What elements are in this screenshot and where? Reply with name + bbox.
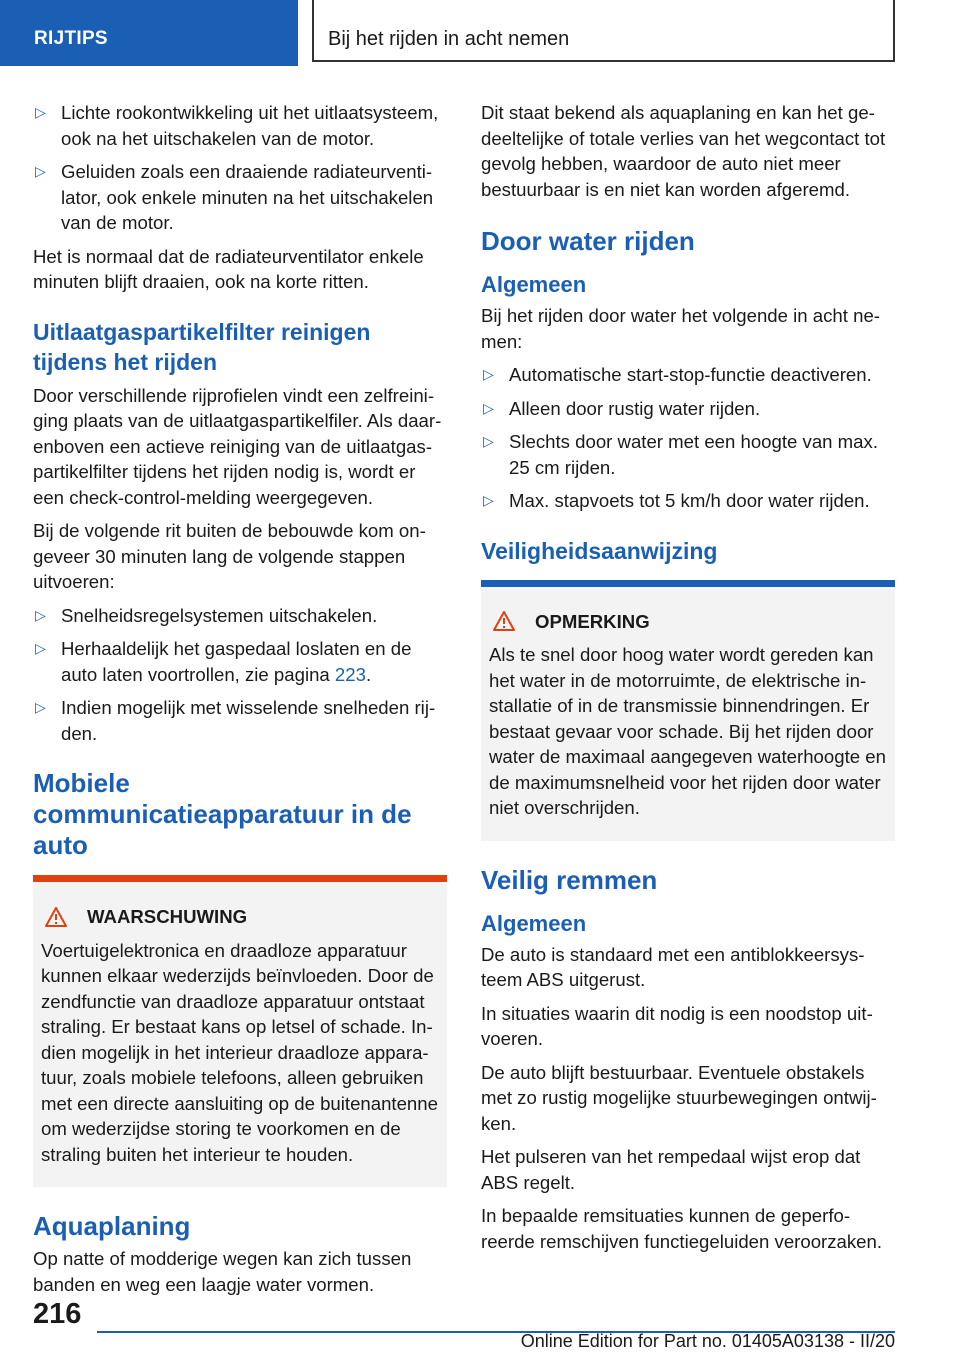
paragraph: De auto blijft bestuurbaar. Eventuele obstakels met zo rustig mogelijke stuurbewegingen ontwijken. bbox=[481, 1061, 877, 1134]
triangle-right-outline-icon: ▷ bbox=[483, 433, 494, 449]
note-text: Als te snel door hoog water wordt gereden kan het water in de motorruimte, de elektrische installatie of in de transmissie binnendringen. Er bestaat gevaar voor schade. Bij het rijden door water de maximaal aangegeven waterhoogte en de maximumsnelheid voor het rijden door water niet overschrijden. bbox=[489, 644, 886, 818]
warning-box bbox=[33, 875, 447, 1187]
section-heading: Uitlaatgaspartikelfilter reinigen tijdens het rijden bbox=[33, 318, 371, 375]
list-item: ▷ Snelheidsregelsystemen uitschakelen. bbox=[33, 603, 447, 629]
paragraph: In situaties waarin dit nodig is een noodstop uitvoeren. bbox=[481, 1002, 873, 1049]
paragraph: In bepaalde remsituaties kunnen de geperforeerde remschijven functiegeluiden veroorzaken. bbox=[481, 1205, 883, 1252]
paragraph: Het is normaal dat de radiateurventilator enkele minuten blijft draaien, ook na korte ritten. bbox=[33, 245, 424, 292]
subheading: Algemeen bbox=[481, 272, 587, 297]
triangle-right-outline-icon: ▷ bbox=[35, 606, 46, 623]
paragraph: Dit staat bekend als aquaplaning en kan het gedeeltelijke of totale verlies van het wegcontact tot gevolg hebben, waardoor de auto niet meer bestuurbaar is en niet kan worden afgeremd. bbox=[481, 102, 886, 200]
chapter-heading: Mobiele communicatieapparatuur in de auto bbox=[33, 768, 412, 860]
section-heading: Veiligheidsaanwijzing bbox=[481, 537, 718, 564]
triangle-right-outline-icon: ▷ bbox=[35, 640, 46, 656]
chapter-heading: Veilig remmen bbox=[481, 864, 658, 895]
section-tab[interactable]: RIJTIPS bbox=[0, 0, 298, 66]
list-item: ▷ Lichte rookontwikkeling uit het uitlaatsysteem, ook na het uitschakelen van de motor. bbox=[35, 102, 439, 149]
note-box bbox=[481, 580, 895, 841]
warning-text: Voertuigelektronica en draadloze apparatuur kunnen elkaar wederzijds beïnvloeden. Door de zendfunctie van draadloze apparatuur ontstaat straling. Er bestaat kans op letsel of schade. Indien mogelijk in het interieur draadloze apparatuur, zoals mobiele telefoons, alleen gebruiken met een directe aansluiting op de buitenantenne om wederzijdse storing te voorkomen en de straling buiten het interieur te houden. bbox=[41, 939, 438, 1165]
subheading: Algemeen bbox=[481, 910, 587, 936]
list-item: ▷ Herhaaldelijk het gaspedaal loslaten en de auto laten voortrollen, zie pagina 223. bbox=[35, 638, 412, 685]
left-column bbox=[33, 100, 447, 1305]
triangle-right-outline-icon: ▷ bbox=[35, 699, 46, 715]
chapter-title: Bij het rijden in acht nemen bbox=[312, 0, 895, 62]
paragraph: Het pulseren van het rempedaal wijst erop dat ABS regelt. bbox=[481, 1146, 861, 1193]
intro-list bbox=[33, 100, 447, 236]
warning-triangle-icon bbox=[45, 907, 67, 927]
triangle-right-outline-icon: ▷ bbox=[35, 104, 46, 120]
list-item: ▷ Geluiden zoals een draaiende radiateurventilator, ook enkele minuten na het uitschakelen van de motor. bbox=[35, 161, 434, 233]
edition-info: Online Edition for Part no. 01405A03138 - II/20 bbox=[520, 1331, 895, 1351]
list-item: ▷ Slechts door water met een hoogte van max. 25 cm rijden. bbox=[483, 431, 878, 478]
paragraph: Bij het rijden door water het volgende in acht nemen: bbox=[481, 305, 880, 352]
list-item: ▷ Indien mogelijk met wisselende snelheden rijden. bbox=[35, 697, 436, 744]
triangle-right-outline-icon: ▷ bbox=[483, 366, 494, 382]
warning-title: WAARSCHUWING bbox=[41, 904, 439, 930]
page-link[interactable]: 223 bbox=[334, 663, 366, 685]
list-item: ▷ Max. stapvoets tot 5 km/h door water rijden. bbox=[481, 488, 895, 514]
list-item: ▷ Alleen door rustig water rijden. bbox=[481, 396, 895, 422]
list-item: ▷ Automatische start-stop-functie deactiveren. bbox=[481, 362, 895, 388]
paragraph: Op natte of modderige wegen kan zich tussen banden en weg een laagje water vormen. bbox=[33, 1248, 412, 1295]
water-list bbox=[481, 362, 895, 514]
chapter-heading: Aquaplaning bbox=[33, 1211, 191, 1241]
triangle-right-outline-icon: ▷ bbox=[35, 163, 46, 179]
page-header bbox=[0, 0, 960, 66]
warning-triangle-icon bbox=[493, 611, 515, 631]
right-column bbox=[481, 100, 895, 1262]
paragraph: Bij de volgende rit buiten de bebouwde kom ongeveer 30 minuten lang de volgende stappen uitvoeren: bbox=[33, 520, 426, 592]
paragraph: Door verschillende rijprofielen vindt een zelfreiniging plaats van de uitlaatgaspartikelfiler. Als daarenboven een actieve reiniging van de uitlaatgaspartikelfilter tijdens het rijden nodig is, wordt er een check-control-melding weergegeven. bbox=[33, 384, 442, 508]
triangle-right-outline-icon: ▷ bbox=[483, 399, 494, 416]
triangle-right-outline-icon: ▷ bbox=[483, 492, 494, 508]
page-number: 216 bbox=[33, 1298, 82, 1330]
note-title: OPMERKING bbox=[489, 609, 887, 635]
filter-steps-list bbox=[33, 603, 447, 747]
paragraph: De auto is standaard met een antiblokkeersysteem ABS uitgerust. bbox=[481, 943, 865, 990]
chapter-heading: Door water rijden bbox=[481, 226, 695, 256]
